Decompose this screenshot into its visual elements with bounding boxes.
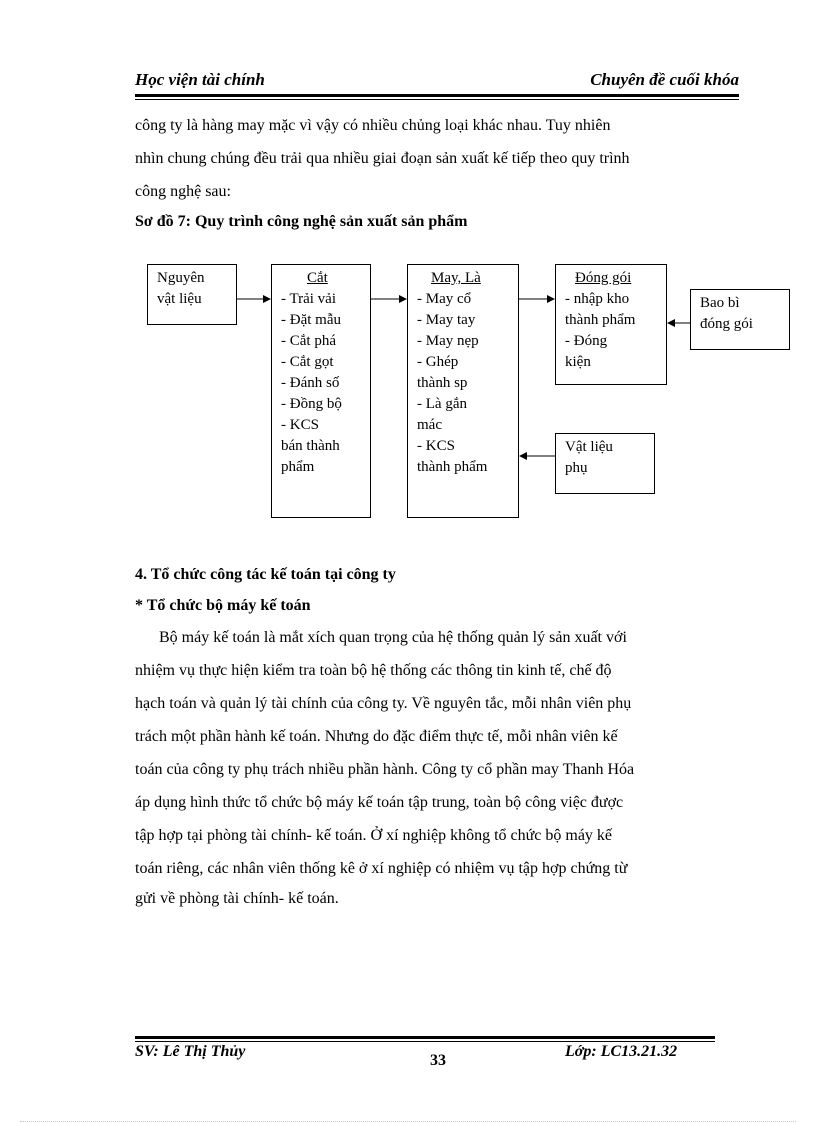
box-line: - Trải vải xyxy=(281,291,337,307)
subsection-title: * Tổ chức bộ máy kế toán xyxy=(135,597,311,614)
body-line: tập hợp tại phòng tài chính- kế toán. Ở xí nghiệp không tổ chức bộ máy kế xyxy=(135,827,613,844)
footer-class: Lớp: LC13.21.32 xyxy=(565,1043,678,1060)
box-title: Đóng gói xyxy=(575,270,632,286)
box-line: - nhập kho xyxy=(565,291,630,307)
intro-line: nhìn chung chúng đều trải qua nhiều giai đoạn sản xuất kế tiếp theo quy trình xyxy=(135,150,630,167)
box-line: - Đánh số xyxy=(281,375,340,391)
box-line: thành phẩm xyxy=(417,459,488,475)
footer-rule-thick xyxy=(135,1036,715,1039)
body-line: áp dụng hình thức tổ chức bộ máy kế toán tập trung, toàn bộ công việc được xyxy=(135,794,624,811)
box-line: đóng gói xyxy=(700,316,753,332)
page-bottom-border xyxy=(20,1121,796,1122)
body-line: gửi về phòng tài chính- kế toán. xyxy=(135,890,339,907)
body-line: trách một phần hành kế toán. Nhưng do đặc điểm thực tế, mỗi nhân viên kế xyxy=(135,728,618,745)
box-title: May, Là xyxy=(431,270,481,286)
footer-rule-thin xyxy=(135,1041,715,1042)
body-line: hạch toán và quản lý tài chính của công ty. Về nguyên tắc, mỗi nhân viên phụ xyxy=(135,695,632,712)
intro-line: công nghệ sau: xyxy=(135,183,231,200)
box-line: - Ghép xyxy=(417,354,459,370)
box-line: Vật liệu xyxy=(565,439,613,455)
box-line: - May cổ xyxy=(417,291,472,307)
box-line: phẩm xyxy=(281,459,315,475)
box-line: mác xyxy=(417,417,442,433)
box-line: - KCS xyxy=(281,417,319,433)
section-title: 4. Tổ chức công tác kế toán tại công ty xyxy=(135,566,396,583)
box-line: thành sp xyxy=(417,375,468,391)
box-line: - Đặt mẫu xyxy=(281,312,341,328)
box-line: - Là gắn xyxy=(417,396,467,412)
body-line: toán riêng, các nhân viên thống kê ở xí nghiệp có nhiệm vụ tập hợp chứng từ xyxy=(135,860,628,877)
box-line: thành phẩm xyxy=(565,312,636,328)
header-institution: Học viện tài chính xyxy=(135,70,265,89)
box-line: vật liệu xyxy=(157,291,202,307)
box-line: - Cắt phá xyxy=(281,333,336,349)
box-line: - Đóng xyxy=(565,333,608,349)
body-line: Bộ máy kế toán là mắt xích quan trọng của hệ thống quản lý sản xuất với xyxy=(159,629,627,646)
footer-student: SV: Lê Thị Thủy xyxy=(135,1043,246,1060)
box-line: Nguyên xyxy=(157,270,205,286)
box-line: Bao bì xyxy=(700,295,740,311)
intro-line: công ty là hàng may mặc vì vậy có nhiều chủng loại khác nhau. Tuy nhiên xyxy=(135,117,611,134)
box-line: - May nẹp xyxy=(417,333,479,349)
page-number: 33 xyxy=(430,1052,446,1069)
box-line: - Đồng bộ xyxy=(281,396,342,412)
diagram-title: Sơ đồ 7: Quy trình công nghệ sản xuất sản phẩm xyxy=(135,213,468,230)
box-line: phụ xyxy=(565,460,588,476)
header-document-type: Chuyên đề cuối khóa xyxy=(590,70,739,89)
box-line: - KCS xyxy=(417,438,455,454)
box-line: - May tay xyxy=(417,312,476,328)
body-line: toán của công ty phụ trách nhiều phần hành. Công ty cổ phần may Thanh Hóa xyxy=(135,761,635,778)
box-title: Cắt xyxy=(307,270,328,286)
box-line: - Cắt gọt xyxy=(281,354,334,370)
body-line: nhiệm vụ thực hiện kiểm tra toàn bộ hệ thống các thông tin kinh tế, chế độ xyxy=(135,662,612,679)
box-line: kiện xyxy=(565,354,591,370)
box-line: bán thành xyxy=(281,438,340,454)
